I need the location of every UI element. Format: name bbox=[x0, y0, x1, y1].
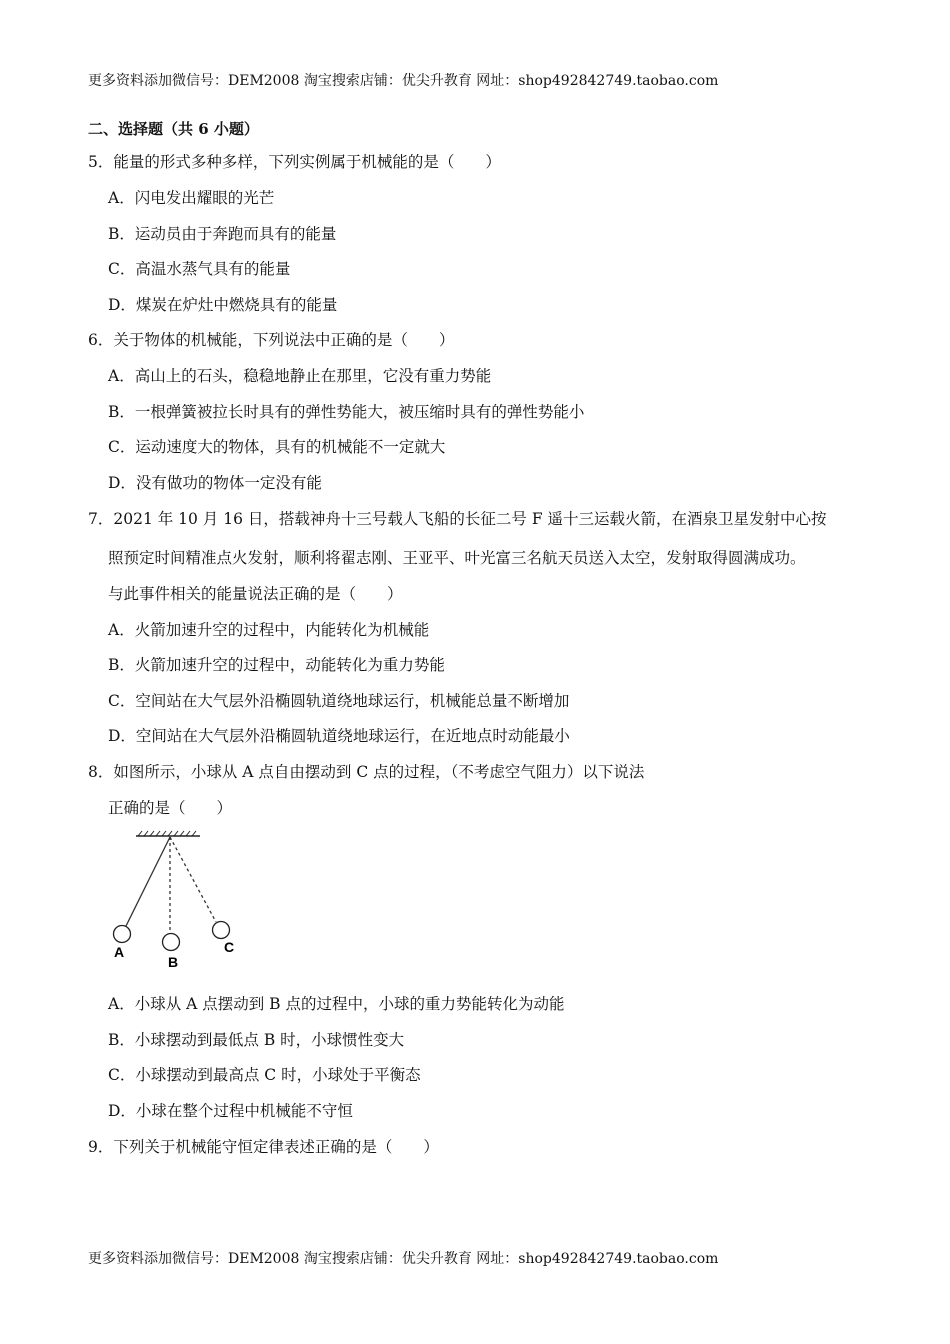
q5-option-c: C．高温水蒸气具有的能量 bbox=[108, 260, 291, 278]
q5-stem: 5．能量的形式多种多样，下列实例属于机械能的是（ ） bbox=[88, 153, 501, 171]
q5-option-b: B．运动员由于奔跑而具有的能量 bbox=[108, 225, 337, 243]
q8-option-d: D．小球在整个过程中机械能不守恒 bbox=[108, 1102, 353, 1120]
label-b: B bbox=[168, 954, 179, 970]
string-a bbox=[126, 837, 170, 926]
q6-option-a: A．高山上的石头，稳稳地静止在那里，它没有重力势能 bbox=[108, 367, 492, 385]
q8-option-a: A．小球从 A 点摆动到 B 点的过程中，小球的重力势能转化为动能 bbox=[108, 995, 565, 1013]
q8-option-c: C．小球摆动到最高点 C 时，小球处于平衡态 bbox=[108, 1066, 421, 1084]
ball-b bbox=[163, 934, 180, 951]
section-title: 二、选择题（共 6 小题） bbox=[88, 120, 259, 138]
page-header: 更多资料添加微信号：DEM2008 淘宝搜索店铺：优尖升教育 网址：shop492842749.taobao.com bbox=[88, 73, 719, 89]
q5-option-a: A．闪电发出耀眼的光芒 bbox=[108, 189, 275, 207]
ball-a bbox=[114, 926, 131, 943]
string-c bbox=[170, 837, 216, 922]
page-footer: 更多资料添加微信号：DEM2008 淘宝搜索店铺：优尖升教育 网址：shop492842749.taobao.com bbox=[88, 1251, 719, 1267]
q6-option-b: B．一根弹簧被拉长时具有的弹性势能大，被压缩时具有的弹性势能小 bbox=[108, 403, 585, 421]
ceiling-support bbox=[136, 831, 200, 836]
label-c: C bbox=[224, 939, 235, 955]
pendulum-figure bbox=[104, 828, 244, 973]
q8-stem-line2: 正确的是（ ） bbox=[108, 799, 233, 817]
q7-option-b: B．火箭加速升空的过程中，动能转化为重力势能 bbox=[108, 656, 445, 674]
q8-option-b: B．小球摆动到最低点 B 时，小球惯性变大 bbox=[108, 1031, 405, 1049]
q7-stem-line1: 7．2021 年 10 月 16 日，搭载神舟十三号载人飞船的长征二号 F 遥十三运载火箭，在酒泉卫星发射中心按 bbox=[88, 510, 827, 528]
q6-option-c: C．运动速度大的物体，具有的机械能不一定就大 bbox=[108, 438, 446, 456]
q6-stem: 6．关于物体的机械能，下列说法中正确的是（ ） bbox=[88, 331, 455, 349]
ball-c bbox=[213, 922, 230, 939]
q7-stem-line2: 照预定时间精准点火发射，顺利将翟志刚、王亚平、叶光富三名航天员送入太空，发射取得圆满成功。 bbox=[108, 549, 806, 567]
q7-option-c: C．空间站在大气层外沿椭圆轨道绕地球运行，机械能总量不断增加 bbox=[108, 692, 570, 710]
label-a: A bbox=[114, 944, 125, 960]
q5-option-d: D．煤炭在炉灶中燃烧具有的能量 bbox=[108, 296, 338, 314]
q7-option-a: A．火箭加速升空的过程中，内能转化为机械能 bbox=[108, 621, 430, 639]
q8-stem-line1: 8．如图所示，小球从 A 点自由摆动到 C 点的过程，（不考虑空气阻力）以下说法 bbox=[88, 763, 645, 781]
q9-stem: 9．下列关于机械能守恒定律表述正确的是（ ） bbox=[88, 1138, 439, 1156]
q6-option-d: D．没有做功的物体一定没有能 bbox=[108, 474, 322, 492]
q7-stem-line3: 与此事件相关的能量说法正确的是（ ） bbox=[108, 585, 403, 603]
q7-option-d: D．空间站在大气层外沿椭圆轨道绕地球运行，在近地点时动能最小 bbox=[108, 727, 570, 745]
